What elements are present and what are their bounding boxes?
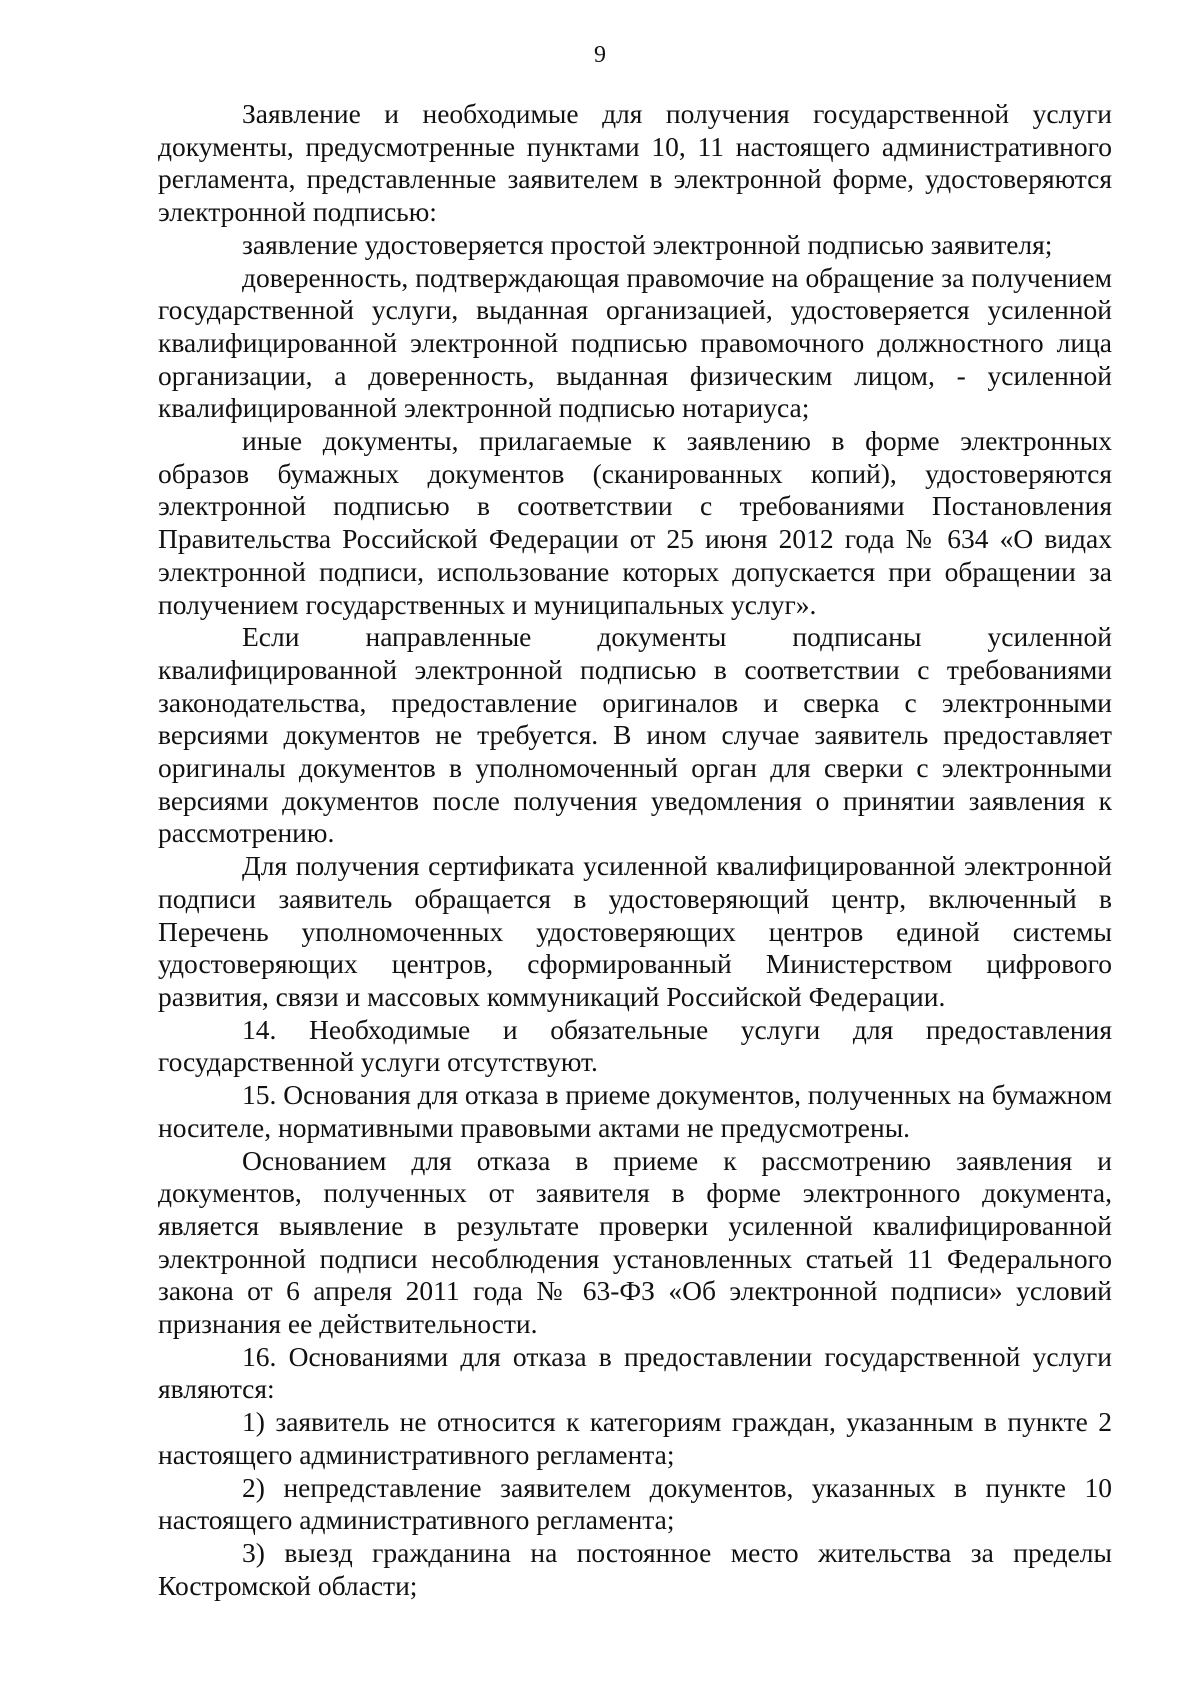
paragraph-item-16-1: 1) заявитель не относится к категориям граждан, указанным в пункте 2 настоящего административного регламента; [158, 1406, 1112, 1470]
paragraph-certificate-obtaining: Для получения сертификата усиленной квалифицированной электронной подписи заявитель обращается в удостоверяющий центр, включенный в Перечень уполномоченных удостоверяющих центров единой системы удостоверяющих центров, сформированный Министерством цифрового развития, связи и массовых коммуникаций Российской Федерации. [158, 850, 1112, 1012]
paragraph-application-simple-signature: заявление удостоверяется простой электронной подписью заявителя; [242, 228, 1053, 260]
paragraph-refusal-electronic: Основанием для отказа в приеме к рассмотрению заявления и документов, полученных от заявителя в форме электронного документа, является выявление в результате проверки усиленной квалифицированной электронной подписи несоблюдения установленных статьей 11 Федерального закона от 6 апреля 2011 года № 63-ФЗ «Об электронной подписи» условий признания ее действительности. [158, 1144, 1112, 1340]
document-body [158, 98, 1112, 1602]
paragraph-power-of-attorney-signature: доверенность, подтверждающая правомочие на обращение за получением государственной услуги, выданная организацией, удостоверяется усиленной квалифицированной электронной подписью правомочного должностного лица организации, а доверенность, выданная физическим лицом, - усиленной квалифицированной электронной подписью нотариуса; [158, 261, 1112, 424]
paragraph-other-documents-signature: иные документы, прилагаемые к заявлению в форме электронных образов бумажных документов (сканированных копий), удостоверяются электронной подписью в соответствии с требованиями Постановления Правительства Российской Федерации от 25 июня 2012 года № 634 «О видах электронной подписи, использование которых допускается при обращении за получением государственных и муниципальных услуг». [158, 425, 1112, 620]
page-number: 9 [594, 42, 606, 68]
paragraph-item-16: 16. Основаниями для отказа в предоставлении государственной услуги являются: [158, 1340, 1112, 1405]
paragraph-electronic-documents-signature: Заявление и необходимые для получения государственной услуги документы, предусмотренные пунктами 10, 11 настоящего административного регламента, представленные заявителем в электронной форме, удостоверяются электронной подписью: [158, 98, 1112, 228]
paragraph-originals-verification: Если направленные документы подписаны усиленной квалифицированной электронной подписью в соответствии с требованиями законодательства, предоставление оригиналов и сверка с электронными версиями документов не требуется. В ином случае заявитель предоставляет оригиналы документов в уполномоченный орган для сверки с электронными версиями документов после получения уведомления о принятии заявления к рассмотрению. [158, 621, 1112, 849]
paragraph-item-16-3: 3) выезд гражданина на постоянное место жительства за пределы Костромской области; [158, 1536, 1112, 1601]
paragraph-item-15: 15. Основания для отказа в приеме документов, полученных на бумажном носителе, нормативными правовыми актами не предусмотрены. [158, 1079, 1112, 1143]
paragraph-item-16-2: 2) непредставление заявителем документов, указанных в пункте 10 настоящего административного регламента; [158, 1471, 1112, 1536]
paragraph-item-14: 14. Необходимые и обязательные услуги для предоставления государственной услуги отсутствуют. [158, 1013, 1112, 1078]
